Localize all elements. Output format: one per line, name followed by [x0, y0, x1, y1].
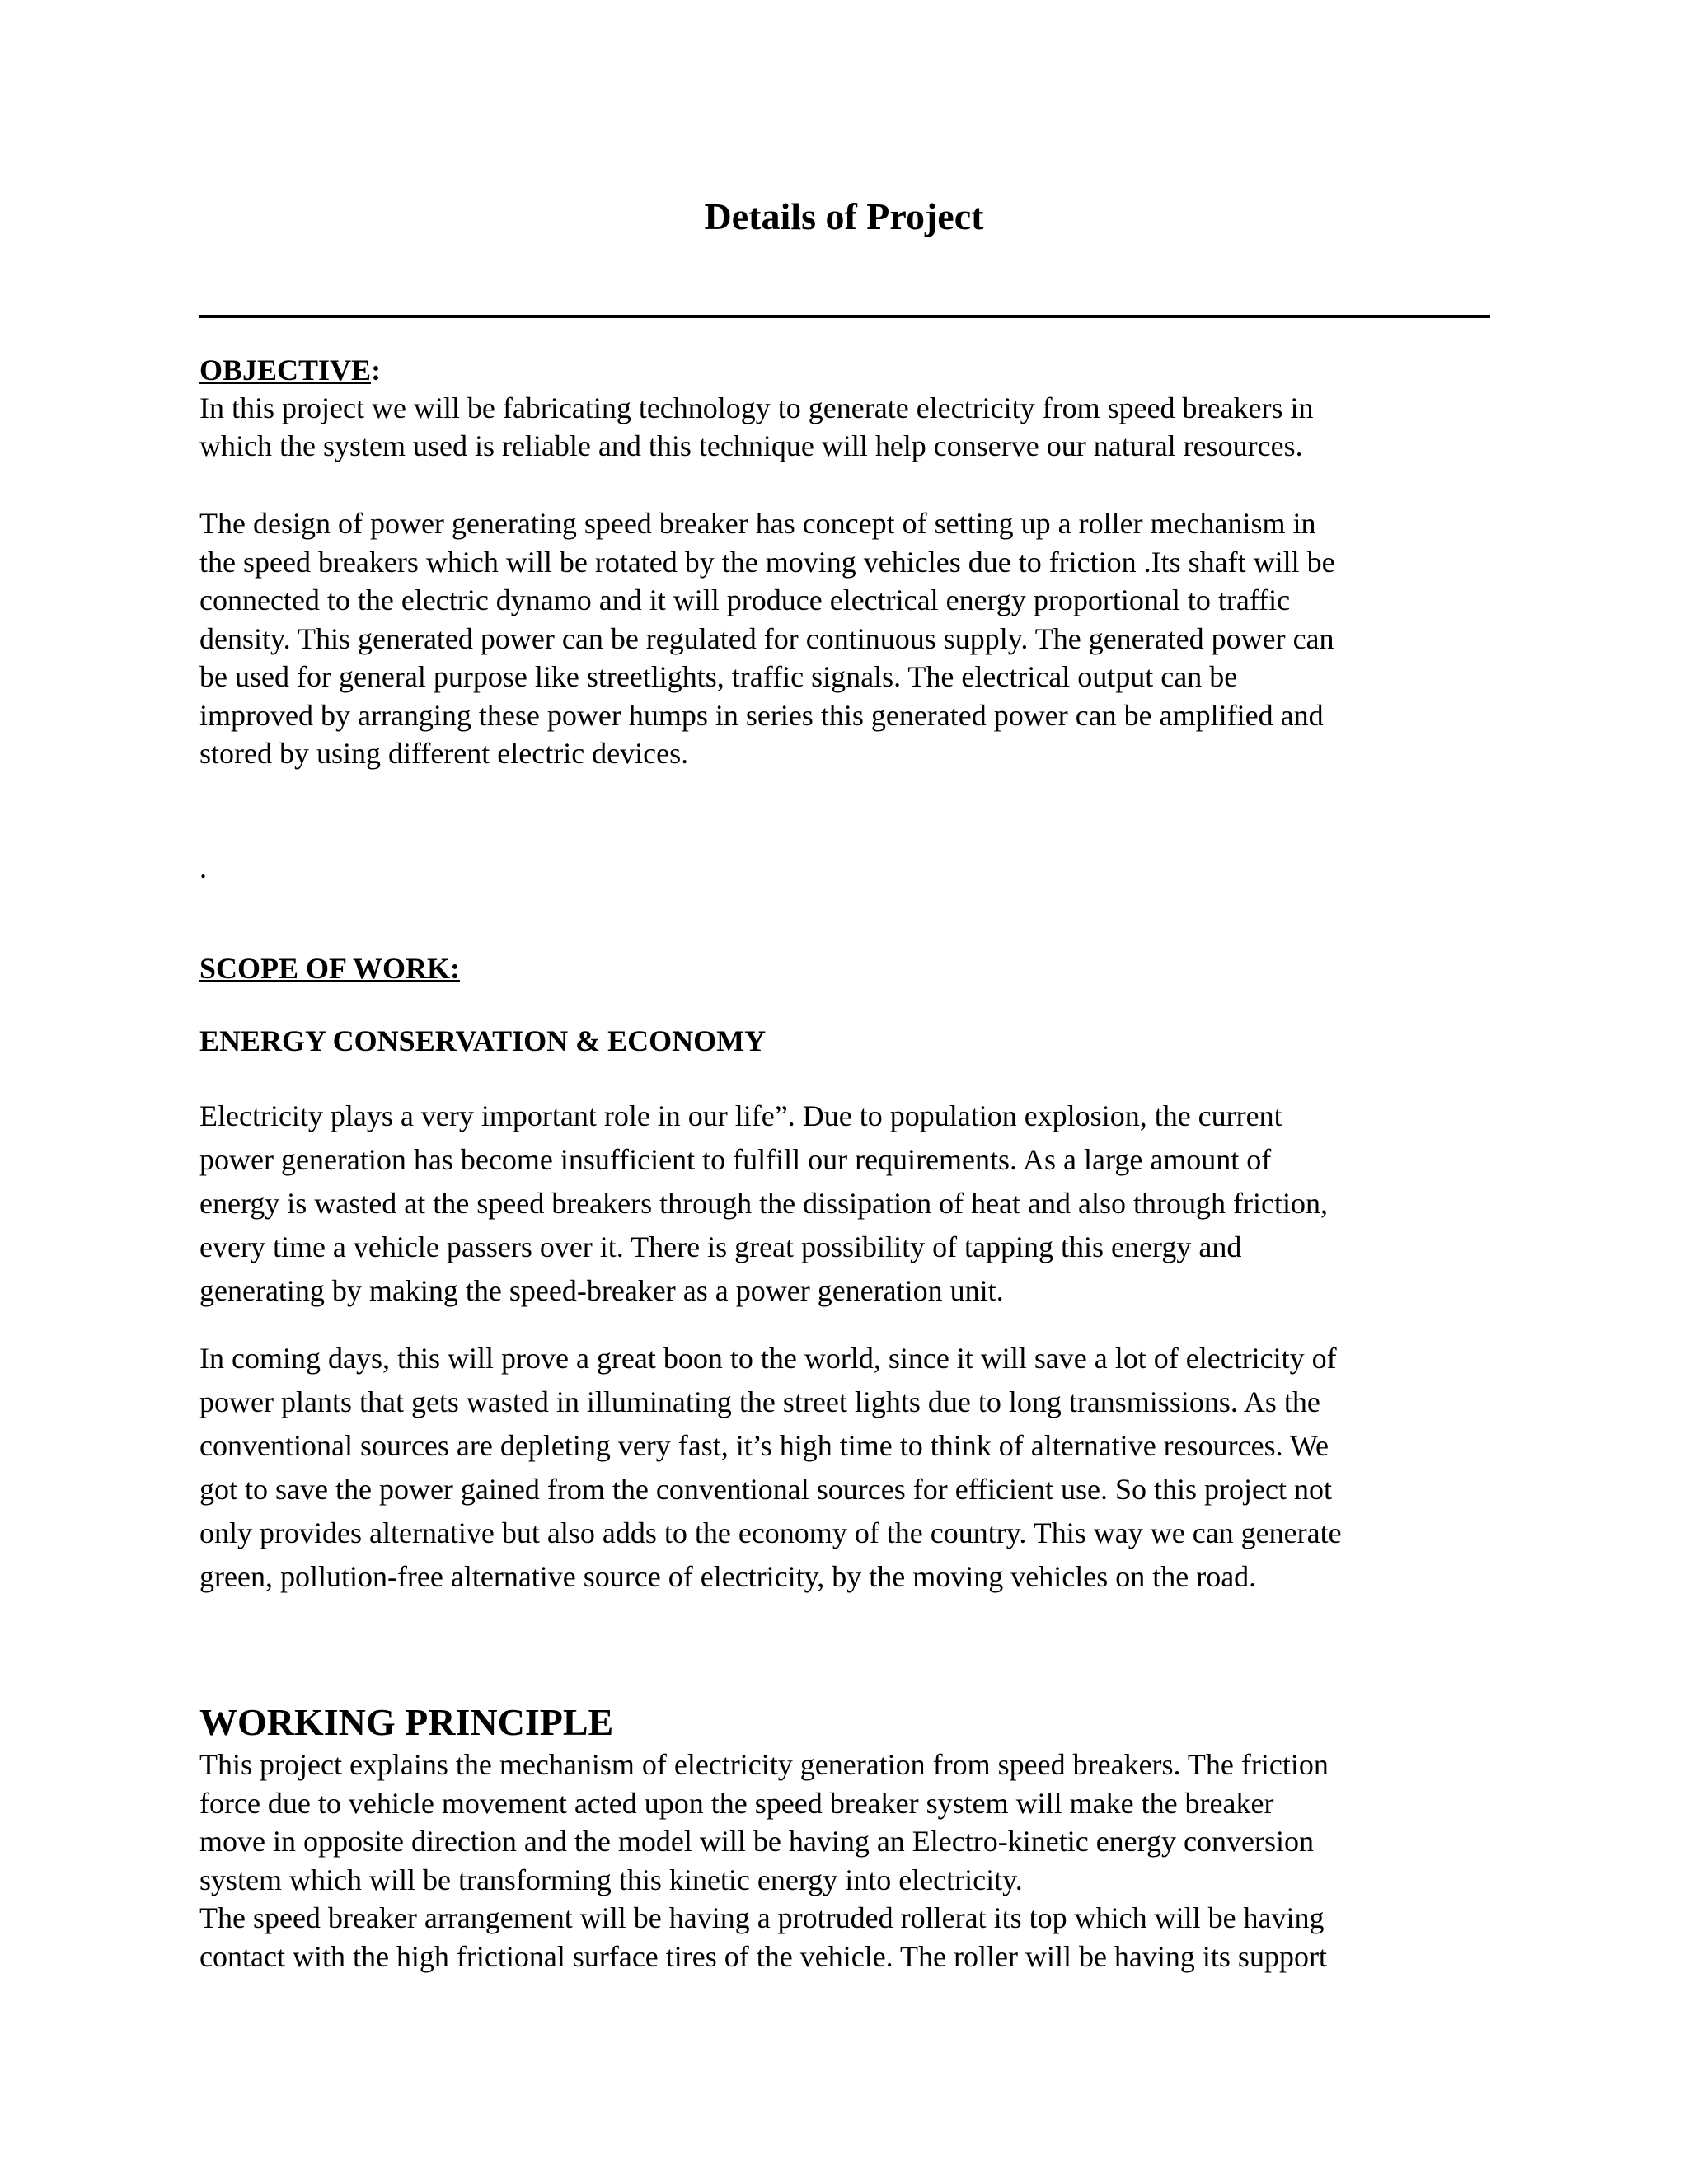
- working-heading: WORKING PRINCIPLE: [199, 1701, 614, 1743]
- design-paragraph: [199, 504, 1490, 773]
- working-paragraph: [199, 1746, 1490, 1975]
- working-line: system which will be transforming this kinetic energy into electricity.: [199, 1863, 1023, 1896]
- objective-line: In this project we will be fabricating technology to generate electricity from speed breakers in: [199, 391, 1314, 424]
- scope-paragraph-2: [199, 1337, 1490, 1599]
- scope-paragraph-1: [199, 1094, 1490, 1313]
- scope-line: every time a vehicle passers over it. There is great possibility of tapping this energy and: [199, 1230, 1242, 1263]
- working-line: force due to vehicle movement acted upon the speed breaker system will make the breaker: [199, 1786, 1274, 1820]
- design-line: connected to the electric dynamo and it will produce electrical energy proportional to traffic: [199, 583, 1291, 616]
- scope-subheading: ENERGY CONSERVATION & ECONOMY: [199, 1024, 767, 1057]
- design-line: the speed breakers which will be rotated by the moving vehicles due to friction .Its shaft will be: [199, 545, 1335, 579]
- scope-line: energy is wasted at the speed breakers through the dissipation of heat and also through friction,: [199, 1187, 1328, 1220]
- objective-heading: OBJECTIVE: [199, 354, 372, 387]
- scope-line: Electricity plays a very important role in our life”. Due to population explosion, the current: [199, 1099, 1282, 1132]
- design-line: stored by using different electric devices.: [199, 737, 689, 770]
- scope-heading-block: [199, 949, 1490, 987]
- working-line: The speed breaker arrangement will be having a protruded rollerat its top which will be having: [199, 1901, 1325, 1934]
- objective-heading-line: [199, 351, 1490, 389]
- design-line: improved by arranging these power humps in series this generated power can be amplified and: [199, 698, 1324, 732]
- page-title: Details of Project: [704, 195, 984, 237]
- scope-heading: SCOPE OF WORK:: [199, 952, 461, 985]
- scope-line: got to save the power gained from the conventional sources for efficient use. So this project not: [199, 1473, 1332, 1506]
- scope-line: power plants that gets wasted in illuminating the street lights due to long transmissions. As the: [199, 1385, 1320, 1418]
- scope-line: conventional sources are depleting very fast, it’s high time to think of alternative resources. We: [199, 1429, 1329, 1462]
- objective-line: which the system used is reliable and this technique will help conserve our natural resources.: [199, 429, 1303, 462]
- title-divider: [199, 315, 1490, 318]
- objective-colon: :: [371, 354, 382, 387]
- design-line: The design of power generating speed breaker has concept of setting up a roller mechanism in: [199, 507, 1316, 540]
- scope-subheading-block: [199, 1022, 1490, 1060]
- working-line: This project explains the mechanism of electricity generation from speed breakers. The friction: [199, 1748, 1329, 1781]
- working-line: move in opposite direction and the model will be having an Electro-kinetic energy conversion: [199, 1825, 1314, 1858]
- scope-line: generating by making the speed-breaker as a power generation unit.: [199, 1274, 1004, 1307]
- design-line: density. This generated power can be regulated for continuous supply. The generated power can: [199, 621, 1334, 655]
- stray-dot: .: [199, 851, 207, 884]
- scope-line: In coming days, this will prove a great boon to the world, since it will save a lot of electricity of: [199, 1342, 1337, 1375]
- working-line: contact with the high frictional surface tires of the vehicle. The roller will be having its support: [199, 1939, 1327, 1973]
- scope-line: only provides alternative but also adds to the economy of the country. This way we can generate: [199, 1516, 1342, 1549]
- scope-line: green, pollution-free alternative source of electricity, by the moving vehicles on the road.: [199, 1560, 1257, 1593]
- design-line: be used for general purpose like streetlights, traffic signals. The electrical output can be: [199, 660, 1238, 693]
- working-heading-block: [199, 1699, 1490, 1746]
- scope-line: power generation has become insufficient to fulfill our requirements. As a large amount of: [199, 1143, 1272, 1176]
- objective-section: [199, 351, 1490, 465]
